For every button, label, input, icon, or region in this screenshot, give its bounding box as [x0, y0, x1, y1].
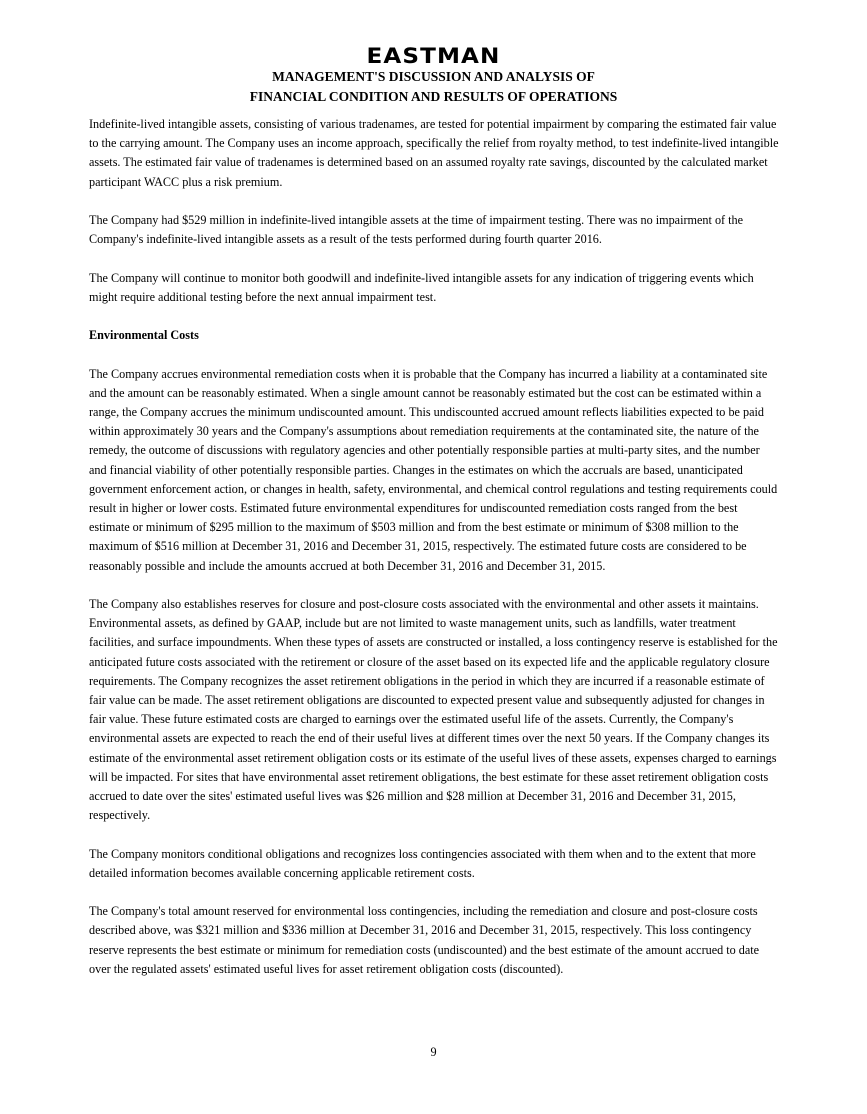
paragraph-remediation-costs: The Company accrues environmental remediation costs when it is probable that the Company has incurred a liability at a contaminated site and the amount can be reasonably estimated. When a single amount cannot be reasonably estimated but the cost can be estimated within a range, the Company accrues the minimum undiscounted amount. This undiscounted accrued amount reflects liabilities expected to be paid within approximately 30 years and the Company's assumptions about remediation requirements at the contaminated site, the nature of the remedy, the outcome of discussions with regulatory agencies and other potentially responsible parties at multi-party sites, and the number and financial viability of other potentially responsible parties. Changes in the estimates on which the accruals are based, unanticipated government enforcement action, or changes in health, safety, environmental, and chemical control regulations and testing requirements could result in higher or lower costs. Estimated future environmental expenditures for undiscounted remediation costs ranged from the best estimate or minimum of $295 million to the maximum of $503 million and from the best estimate or minimum of $308 million to the maximum of $516 million at December 31, 2016 and December 31, 2015, respectively. The estimated future costs are considered to be reasonably possible and include the amounts accrued at both December 31, 2016 and December 31, 2015.	[89, 366, 778, 573]
page-title-line-1: MANAGEMENT'S DISCUSSION AND ANALYSIS OF	[272, 69, 595, 84]
page-number: 9	[430, 1045, 437, 1059]
paragraph-monitoring: The Company will continue to monitor both goodwill and indefinite-lived intangible assets for any indication of triggering events which might require additional testing before the next annual impairment test.	[89, 270, 754, 304]
section-heading-environmental-costs: Environmental Costs	[89, 328, 199, 343]
page-title-line-2: FINANCIAL CONDITION AND RESULTS OF OPERATIONS	[249, 89, 618, 104]
paragraph-conditional-obligations: The Company monitors conditional obligations and recognizes loss contingencies associated with them when and to the extent that more detailed information becomes available concerning applicable retirement costs.	[89, 846, 756, 880]
document-body	[89, 115, 779, 998]
paragraph-total-reserved: The Company's total amount reserved for environmental loss contingencies, including the remediation and closure and post-closure costs described above, was $321 million and $336 million at December 31, 2016 and December 31, 2015, respectively. This loss contingency reserve represents the best estimate or minimum for remediation costs (undiscounted) and the best estimate of the amount accrued to date over the regulated assets' estimated useful lives for asset retirement obligation costs (discounted).	[89, 904, 760, 976]
paragraph-intangible-impairment: The Company had $529 million in indefinite-lived intangible assets at the time of impairment testing. There was no impairment of the Company's indefinite-lived intangible assets as a result of the tests performed during fourth quarter 2016.	[89, 213, 744, 247]
eastman-logo: EASTMAN	[366, 44, 501, 68]
paragraph-intangible-testing: Indefinite-lived intangible assets, consisting of various tradenames, are tested for potential impairment by comparing the estimated fair value to the carrying amount. The Company uses an income approach, specifically the relief from royalty method, to test indefinite-lived intangible assets. The estimated fair value of tradenames is determined based on an assumed royalty rate savings, discounted by the calculated market participant WACC plus a risk premium.	[89, 117, 779, 189]
paragraph-closure-reserves: The Company also establishes reserves for closure and post-closure costs associated with the environmental and other assets it maintains. Environmental assets, as defined by GAAP, include but are not limited to waste management units, such as landfills, water treatment facilities, and surface impoundments. When these types of assets are constructed or installed, a loss contingency reserve is established for the anticipated future costs associated with the retirement or closure of the asset based on its expected life and the applicable regulatory closure requirements. The Company recognizes the asset retirement obligations in the period in which they are incurred if a reasonable estimate of fair value can be made. The asset retirement obligations are discounted to expected present value and subsequently adjusted for changes in fair value. These future estimated costs are charged to earnings over the estimated useful life of the assets. Currently, the Company's environmental assets are expected to reach the end of their useful lives at different times over the next 50 years. If the Company changes its estimate of the environmental asset retirement obligation costs or its estimate of the useful lives of these assets, expenses charged to earnings will be impacted. For sites that have environmental asset retirement obligations, the best estimate for these asset retirement obligation costs accrued to date over the sites' estimated useful lives was $26 million and $28 million at December 31, 2016 and December 31, 2015, respectively.	[89, 597, 778, 823]
